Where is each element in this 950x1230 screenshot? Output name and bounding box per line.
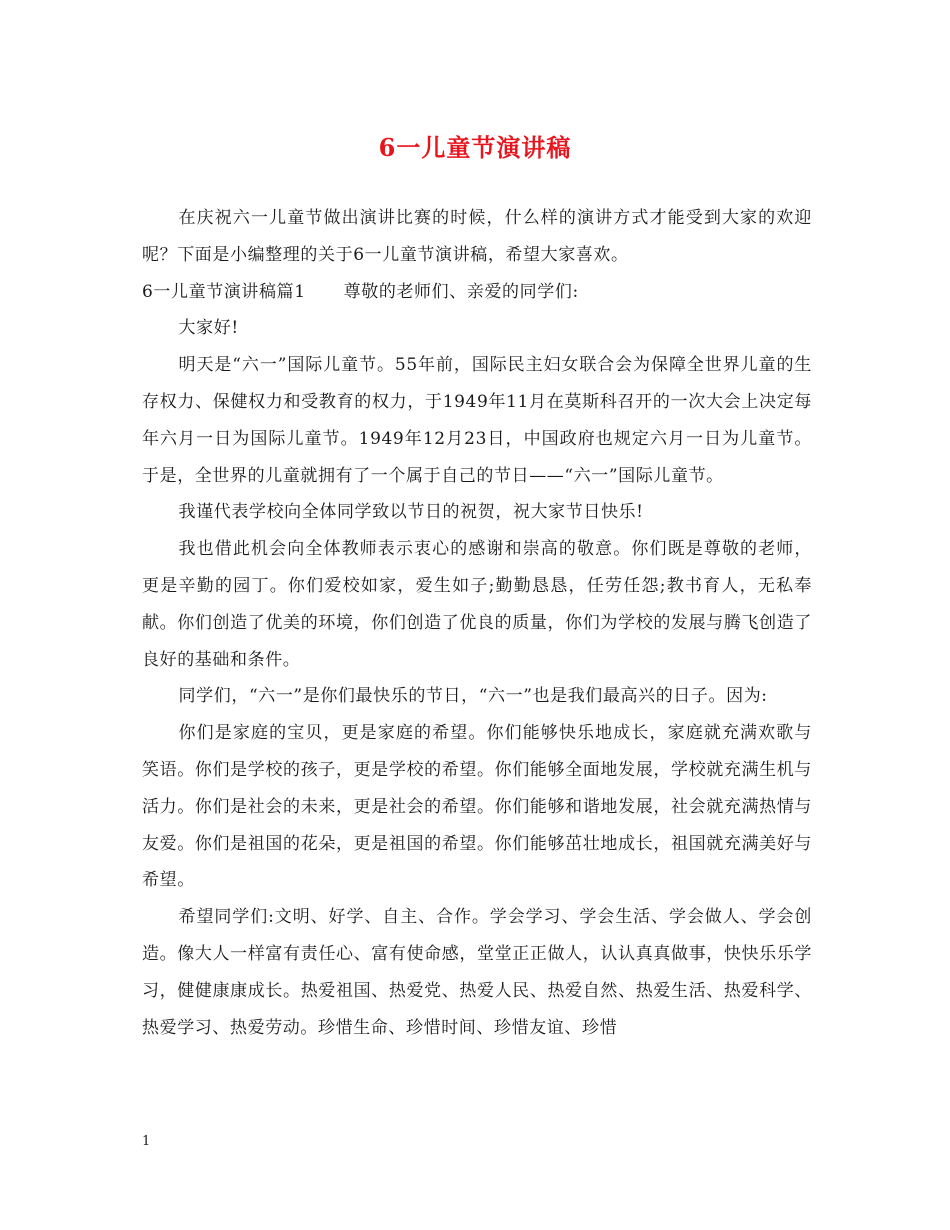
document-body bbox=[142, 200, 812, 1046]
paragraph-greeting: 大家好! bbox=[178, 318, 239, 339]
paragraph-congrats: 我谨代表学校向全体同学致以节日的祝贺，祝大家节日快乐! bbox=[178, 502, 644, 523]
paragraph-students: 同学们，“六一”是你们最快乐的节日，“六一”也是我们最高兴的日子。因为: bbox=[178, 686, 768, 707]
document-title: 6一儿童节演讲稿 bbox=[378, 133, 572, 162]
paragraph-history: 明天是“六一”国际儿童节。55年前，国际民主妇女联合会为保障全世界儿童的生存权力、保健权力和受教育的权力，于1949年11月在莫斯科召开的一次大会上决定每年六月一日为国际儿童节。1949年12月23日，中国政府也规定六月一日为儿童节。于是，全世界的儿童就拥有了一个属于自己的节日——“六一”国际儿童节。 bbox=[142, 355, 812, 486]
section-heading: 6一儿童节演讲稿篇1 bbox=[142, 281, 306, 302]
paragraph-teachers: 我也借此机会向全体教师表示衷心的感谢和崇高的敬意。你们既是尊敬的老师，更是辛勤的园丁。你们爱校如家，爱生如子;勤勤恳恳，任劳任怨;教书育人，无私奉献。你们创造了优美的环境，你们创造了优良的质量，你们为学校的发展与腾飞创造了良好的基础和条件。 bbox=[142, 539, 812, 670]
page-number: 1 bbox=[142, 1134, 151, 1149]
paragraph-hope: 你们是家庭的宝贝，更是家庭的希望。你们能够快乐地成长，家庭就充满欢歌与笑语。你们是学校的孩子，更是学校的希望。你们能够全面地发展，学校就充满生机与活力。你们是社会的未来，更是社会的希望。你们能够和谐地发展，社会就充满热情与友爱。你们是祖国的花朵，更是祖国的希望。你们能够茁壮地成长，祖国就充满美好与希望。 bbox=[142, 723, 812, 891]
intro-paragraph: 在庆祝六一儿童节做出演讲比赛的时候，什么样的演讲方式才能受到大家的欢迎呢？下面是小编整理的关于6一儿童节演讲稿，希望大家喜欢。 bbox=[142, 208, 812, 265]
section-heading-line bbox=[142, 274, 812, 311]
salutation: 尊敬的老师们、亲爱的同学们: bbox=[343, 281, 579, 302]
paragraph-wishes: 希望同学们:文明、好学、自主、合作。学会学习、学会生活、学会做人、学会创造。像大人一样富有责任心、富有使命感，堂堂正正做人，认认真真做事，快快乐乐学习，健健康康成长。热爱祖国、热爱党、热爱人民、热爱自然、热爱生活、热爱科学、热爱学习、热爱劳动。珍惜生命、珍惜时间、珍惜友谊、珍惜 bbox=[142, 907, 812, 1038]
